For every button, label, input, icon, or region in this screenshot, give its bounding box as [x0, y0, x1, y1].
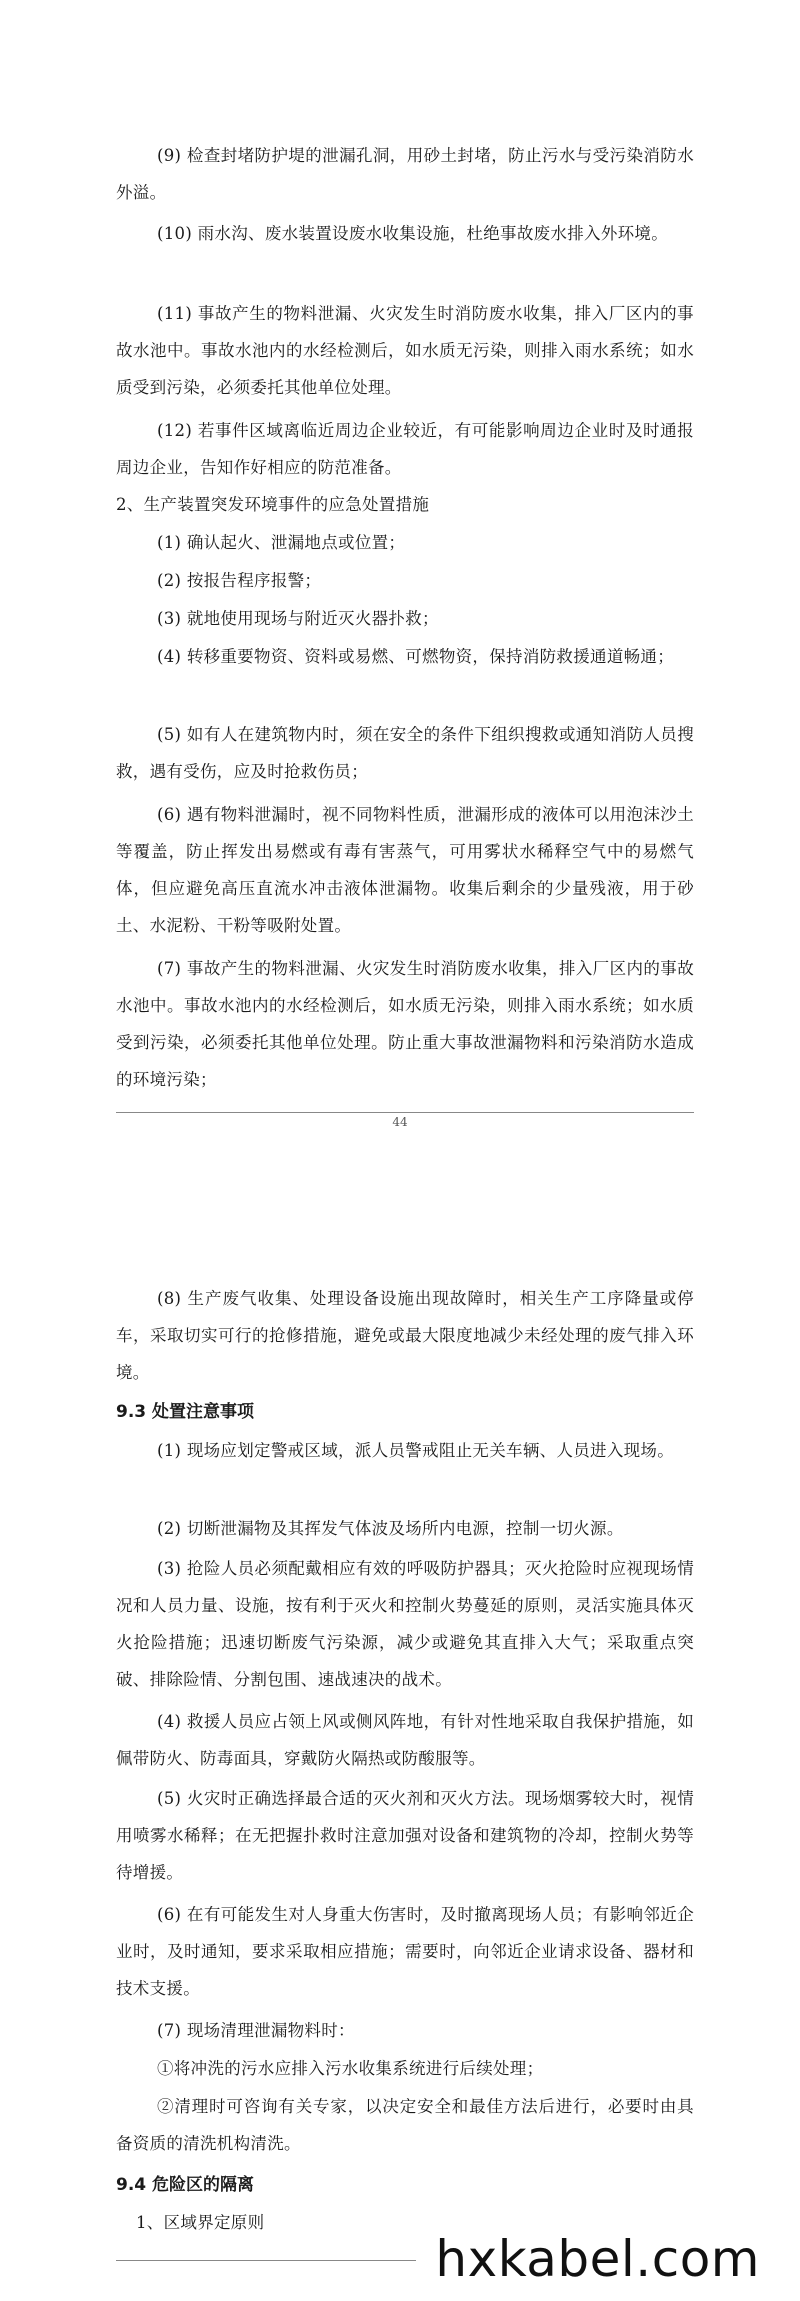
section-2-title: 2、生产装置突发环境事件的应急处置措施: [116, 495, 430, 514]
section-2-item-1: (1) 确认起火、泄漏地点或位置；: [157, 533, 406, 552]
paragraph-item-10: (10) 雨水沟、废水装置设废水收集设施，杜绝事故废水排入外环境。: [157, 224, 669, 243]
paragraph-item-8: (8) 生产废气收集、处理设备设施出现故障时，相关生产工序降量或停车，采取切实可行的抢修措施，避免或最大限度地减少未经处理的废气排入环境。: [116, 1289, 694, 1382]
section-2-item-3: (3) 就地使用现场与附近灭火器扑救；: [157, 609, 439, 628]
section-9-4-title: 9.4 危险区的隔离: [116, 2175, 255, 2195]
section-2-item-4: (4) 转移重要物资、资料或易燃、可燃物资，保持消防救援通道畅通；: [157, 647, 675, 666]
paragraph-item-11: (11) 事故产生的物料泄漏、火灾发生时消防废水收集，排入厂区内的事故水池中。事故水池内的水经检测后，如水质无污染，则排入雨水系统；如水质受到污染，必须委托其他单位处理。: [116, 304, 694, 397]
section-9-4-item-1: 1、区域界定原则: [136, 2213, 265, 2232]
section-9-3-subitem-2: ②清理时可咨询有关专家，以决定安全和最佳方法后进行，必要时由具备资质的清洗机构清洗。: [116, 2097, 694, 2153]
document-page-45: [0, 1180, 800, 2301]
section-2-item-5: (5) 如有人在建筑物内时，须在安全的条件下组织搜救或通知消防人员搜救，遇有受伤，应及时抢救伤员；: [116, 725, 694, 781]
section-2-item-6: (6) 遇有物料泄漏时，视不同物料性质，泄漏形成的液体可以用泡沫沙土等覆盖，防止挥发出易燃或有毒有害蒸气，可用雾状水稀释空气中的易燃气体，但应避免高压直流水冲击液体泄漏物。收集后剩余的少量残液，用于砂土、水泥粉、干粉等吸附处置。: [116, 805, 694, 935]
paragraph-item-9: (9) 检查封堵防护堤的泄漏孔洞，用砂土封堵，防止污水与受污染消防水外溢。: [116, 146, 694, 202]
watermark-text: hxkabel.com: [435, 2230, 760, 2288]
footer-rule: [116, 1112, 694, 1113]
section-9-3-subitem-1: ①将冲洗的污水应排入污水收集系统进行后续处理；: [157, 2059, 544, 2078]
section-9-3-item-6: (6) 在有可能发生对人身重大伤害时，及时撤离现场人员；有影响邻近企业时，及时通知，要求采取相应措施；需要时，向邻近企业请求设备、器材和技术支援。: [116, 1905, 694, 1998]
footer-rule-2: [116, 2260, 416, 2261]
section-2-item-7: (7) 事故产生的物料泄漏、火灾发生时消防废水收集，排入厂区内的事故水池中。事故水池内的水经检测后，如水质无污染，则排入雨水系统；如水质受到污染，必须委托其他单位处理。防止重大事故泄漏物料和污染消防水造成的环境污染；: [116, 959, 694, 1089]
paragraph-item-12: (12) 若事件区域离临近周边企业较近，有可能影响周边企业时及时通报周边企业，告知作好相应的防范准备。: [116, 421, 694, 477]
section-9-3-item-4: (4) 救援人员应占领上风或侧风阵地，有针对性地采取自我保护措施，如佩带防火、防毒面具，穿戴防火隔热或防酸服等。: [116, 1712, 694, 1768]
section-9-3-item-5: (5) 火灾时正确选择最合适的灭火剂和灭火方法。现场烟雾较大时，视情用喷雾水稀释；在无把握扑救时注意加强对设备和建筑物的冷却，控制火势等待增援。: [116, 1789, 694, 1882]
document-page-44: [0, 0, 800, 1129]
section-9-3-item-1: (1) 现场应划定警戒区域，派人员警戒阻止无关车辆、人员进入现场。: [157, 1441, 675, 1460]
page-number: 44: [392, 1115, 408, 1129]
section-2-item-2: (2) 按报告程序报警；: [157, 571, 322, 590]
section-9-3-item-2: (2) 切断泄漏物及其挥发气体波及场所内电源，控制一切火源。: [157, 1519, 624, 1538]
section-9-3-item-7: (7) 现场清理泄漏物料时：: [157, 2021, 355, 2040]
section-9-3-title: 9.3 处置注意事项: [116, 1402, 255, 1422]
section-9-3-item-3: (3) 抢险人员必须配戴相应有效的呼吸防护器具；灭火抢险时应视现场情况和人员力量、设施，按有利于灭火和控制火势蔓延的原则，灵活实施具体灭火抢险措施；迅速切断废气污染源，减少或避免其直排入大气；采取重点突破、排除险情、分割包围、速战速决的战术。: [116, 1559, 694, 1689]
